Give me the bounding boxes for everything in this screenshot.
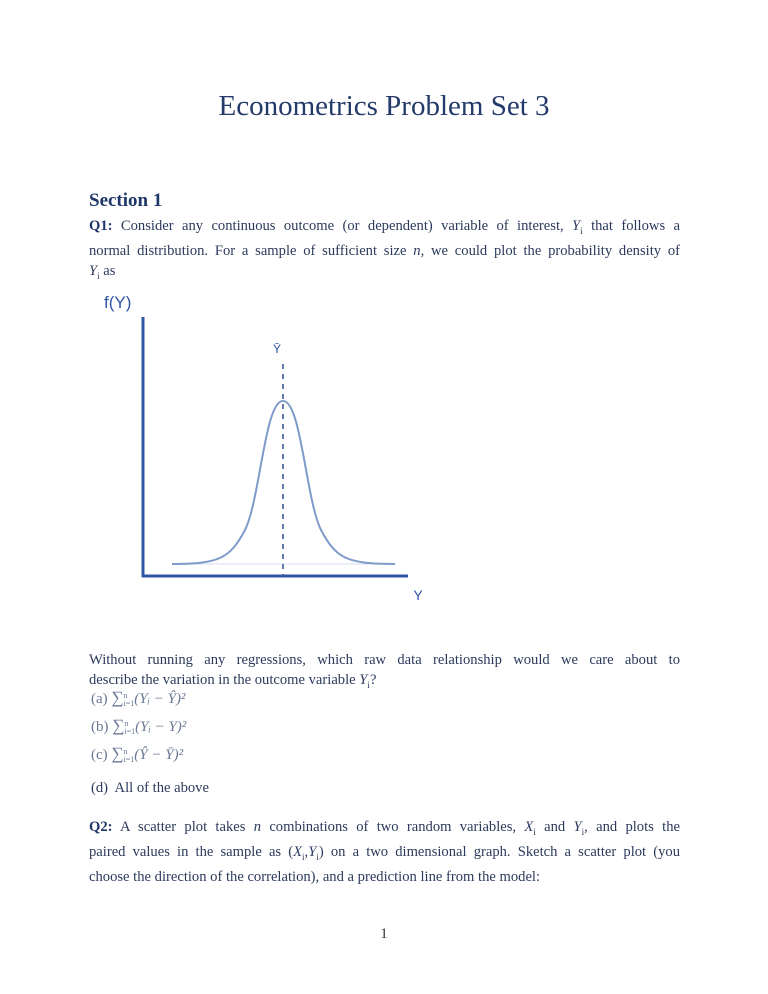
sub: i [316, 851, 319, 862]
q1-paragraph [89, 216, 680, 286]
sub: i [533, 826, 536, 837]
text: Consider any continuous outcome (or dependent) variable of interest, [120, 218, 564, 234]
text: that follows a [591, 218, 680, 234]
text: describe the variation in the outcome variable [89, 672, 356, 688]
var: Y [308, 843, 317, 860]
text: as [103, 262, 116, 279]
sum-limits: n i=1 [123, 746, 135, 764]
sum-limits: n i=1 [124, 718, 136, 736]
x-axis-label: Y [413, 587, 423, 603]
option-expression: (Ŷ − Ȳ)² [134, 747, 184, 763]
sigma-icon: ∑ [111, 688, 124, 707]
text: ) on a two dimensional graph. Sketch a scatter plot (you [318, 843, 680, 860]
q2-label: Q2: [89, 819, 113, 835]
sub: i [580, 225, 583, 236]
normal-density-figure [90, 280, 430, 614]
mean-label: Ȳ [272, 342, 282, 356]
option-text: All of the above [114, 780, 209, 796]
option-d [91, 780, 209, 797]
sub: i [367, 679, 370, 690]
option-c [91, 744, 183, 764]
text: normal distribution. For a sample of sufficient size [89, 242, 407, 259]
option-expression: (Yᵢ − Ŷ)² [134, 691, 186, 707]
text: A scatter plot takes [120, 819, 246, 835]
var: Y [89, 262, 98, 279]
var: X [524, 819, 534, 835]
sum-limits: n i=1 [123, 690, 135, 708]
option-b [91, 716, 186, 736]
sub: i [302, 851, 305, 862]
text: , we could plot the probability density of [420, 242, 680, 259]
var: n [413, 242, 421, 259]
density-chart-svg [90, 280, 430, 610]
text: combinations of two random variables, [269, 819, 517, 835]
prompt-line-1: Without running any regressions, which raw data relationship would we care about to [89, 652, 680, 668]
sigma-icon: ∑ [111, 744, 124, 763]
text: paired values in the sample as ( [89, 843, 294, 860]
text: ? [369, 672, 377, 688]
text: choose the direction of the correlation), and a prediction line from the model: [89, 868, 541, 885]
section-heading: Section 1 [89, 190, 163, 211]
page-number: 1 [380, 926, 388, 942]
var: Y [359, 672, 368, 688]
option-label: (b) [91, 719, 109, 735]
sub: i [581, 826, 585, 837]
q1-label: Q1: [89, 218, 113, 234]
text: , and plots the [584, 819, 680, 835]
document-title: Econometrics Problem Set 3 [218, 90, 550, 122]
var: Y [572, 218, 581, 234]
var: n [253, 819, 262, 835]
var: X [293, 843, 303, 860]
option-label: (d) [91, 780, 109, 796]
text: , [304, 843, 309, 860]
option-expression: (Yᵢ − Y)² [135, 719, 187, 735]
var: Y [573, 819, 582, 835]
option-label: (c) [91, 747, 108, 763]
option-label: (a) [91, 691, 108, 707]
sigma-icon: ∑ [112, 716, 125, 735]
option-a [91, 688, 185, 708]
text: and [544, 819, 566, 835]
y-axis-label: f(Y) [104, 293, 132, 312]
q2-paragraph [89, 817, 680, 887]
sub: i [97, 270, 100, 281]
